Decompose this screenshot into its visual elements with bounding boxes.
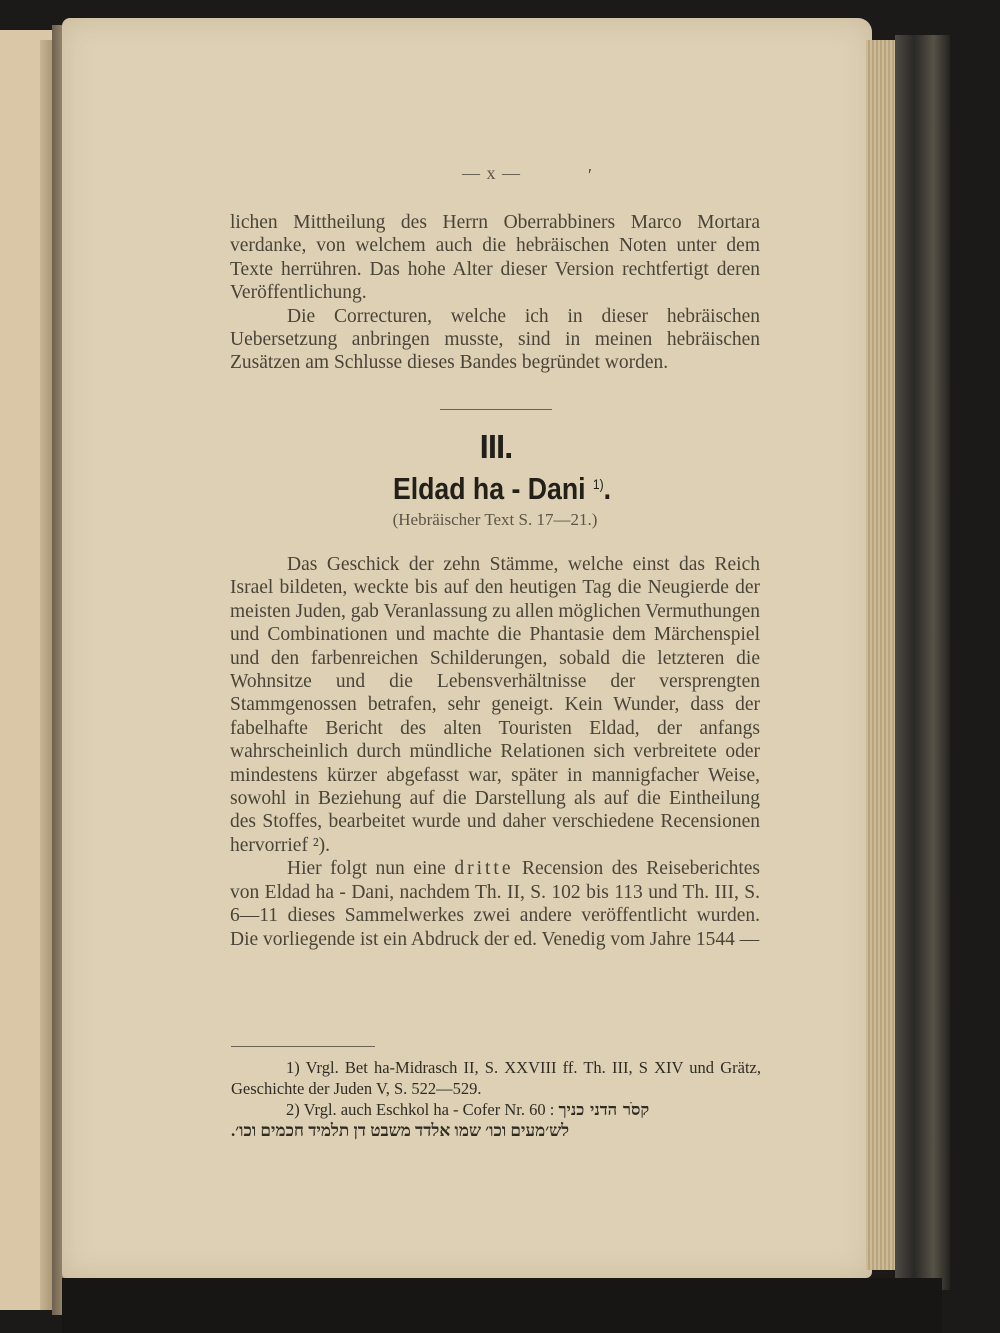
body-paragraph-2: [230, 857, 760, 951]
footnote-2-hebrew-2: לש׳מעים וכו׳ שמו אלדד משבט דן תלמיד חכמים וכו׳.: [231, 1121, 570, 1140]
footnote-1: 1) Vrgl. Bet ha-Midrasch II, S. XXVIII ff. Th. III, S XIV und Grätz, Geschichte der Juden V, S. 522—529.: [231, 1058, 761, 1098]
bottom-shadow: [62, 1278, 942, 1333]
body-paragraph-2-end: Recension des Reiseberichtes von Eldad ha - Dani, nachdem Th. II, S. 102 bis 113 und Th. III, S. 6—11 dieses Sammelwerkes zwei andere veröffentlicht wurden. Die vorliegende ist ein Abdruck der ed. Venedig vom Jahre 1544 —: [230, 858, 760, 950]
section-title-end: .: [603, 471, 612, 506]
section-title: [360, 471, 644, 507]
body-paragraph-1: Das Geschick der zehn Stämme, welche einst das Reich Israel bildeten, weckte bis auf den heutigen Tag die Neugierde der meisten Juden, gab Veranlassung zu allen möglichen Vermuthungen und Combinationen und machte die Phantasie dem Märchenspiel und den farbenreichen Schilderungen, sobald die letzteren die Wohnsitze und die Lebensverhältnisse der versprengten Stammgenossen betrafen, sehr geneigt. Kein Wunder, dass der fabelhafte Bericht des alten Touristen Eldad, der anfangs wahrscheinlich durch mündliche Relationen sich verbreitete oder mindestens kürzer abgefasst war, später in mannigfacher Weise, sowohl in Beziehung auf die Darstellung als auf die Eintheilung des Stoffes, bearbeitet wurde und daher verschiedene Recensionen hervorrief ²).: [230, 554, 760, 856]
section-number: III.: [479, 428, 513, 465]
page-number: — x —: [462, 163, 521, 183]
footnote-2-prefix: 2) Vrgl. auch Eschkol ha - Cofer Nr. 60 :: [286, 1100, 555, 1119]
emphasis-dritte: dritte: [454, 858, 514, 880]
section-title-footnote-ref: 1): [592, 476, 604, 492]
footnote-divider: [231, 1046, 375, 1047]
footnotes: [231, 1057, 761, 1141]
section-title-text: Eldad ha - Dani: [392, 471, 586, 506]
footnote-2-hebrew-1: קסׂר הדני כניך: [558, 1100, 650, 1119]
book-cover-edge: [895, 35, 950, 1290]
top-paragraph-1: lichen Mittheilung des Herrn Oberrabbiners Marco Mortara verdanke, von welchem auch die hebräischen Noten unter dem Texte herrühren. Das hohe Alter dieser Version rechtfertigt deren Veröffentlichung.: [230, 212, 760, 304]
section-divider: [440, 409, 552, 410]
body-paragraph-2-start: Hier folgt nun eine: [287, 858, 446, 880]
source-note: (Hebräischer Text S. 17—21.): [392, 510, 598, 529]
footnote-2: [231, 1099, 761, 1141]
body-text: [230, 553, 760, 951]
margin-mark: ′: [588, 165, 592, 185]
page-stack-edge: [866, 40, 896, 1270]
top-text: [230, 211, 760, 375]
top-paragraph-2: Die Correcturen, welche ich in dieser hebräischen Uebersetzung anbringen musste, sind in meinen hebräischen Zusätzen am Schlusse dieses Bandes begründet worden.: [230, 305, 760, 374]
